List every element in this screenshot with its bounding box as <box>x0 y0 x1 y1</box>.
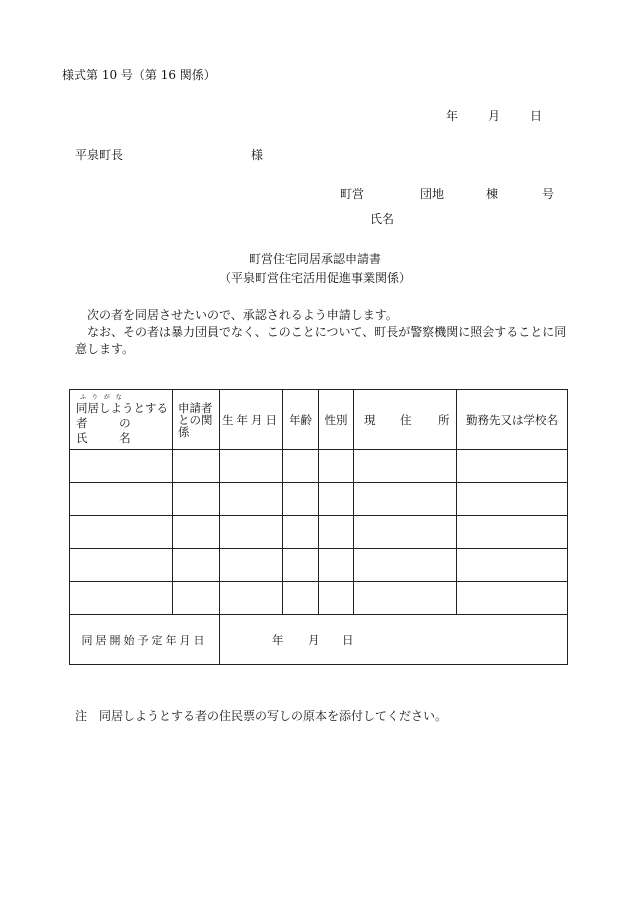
start-date-field[interactable] <box>220 615 568 665</box>
cell-sex[interactable] <box>319 549 354 582</box>
cell-sex[interactable] <box>319 483 354 516</box>
start-month-label: 月 <box>308 632 320 647</box>
cell-sex[interactable] <box>319 450 354 483</box>
cell-relation[interactable] <box>173 516 220 549</box>
form-number: 様式第 10 号（第 16 関係） <box>62 68 216 82</box>
header-relation <box>173 390 220 450</box>
cohabitant-table <box>69 389 568 665</box>
header-address-2: 住 <box>400 412 412 427</box>
applicant-address <box>340 185 554 202</box>
cell-birthdate[interactable] <box>220 582 283 615</box>
address-unit: 号 <box>542 187 555 201</box>
table-header-row <box>70 390 568 450</box>
addressee <box>75 146 264 163</box>
start-date-row <box>70 615 568 665</box>
cell-age[interactable] <box>283 450 319 483</box>
table-row <box>70 516 568 549</box>
table-row <box>70 450 568 483</box>
start-year-label: 年 <box>272 632 284 647</box>
cell-age[interactable] <box>283 516 319 549</box>
cell-relation[interactable] <box>173 549 220 582</box>
cell-address[interactable] <box>354 450 457 483</box>
start-day-label: 日 <box>342 632 354 647</box>
address-town-housing: 町営 <box>340 187 365 201</box>
header-name-line1: 同居しようとする <box>76 400 168 415</box>
applicant-name-label: 氏名 <box>370 212 395 226</box>
cell-name[interactable] <box>70 549 173 582</box>
header-relation-line1: 申請者 <box>178 400 213 415</box>
body-text <box>75 307 575 358</box>
header-cohabitant-name <box>70 390 173 450</box>
cell-address[interactable] <box>354 483 457 516</box>
date-month-label: 月 <box>488 109 501 123</box>
header-address-3: 所 <box>438 412 450 427</box>
note-text: 同居しようとする者の住民票の写しの原本を添付してください。 <box>99 709 448 723</box>
cell-birthdate[interactable] <box>220 516 283 549</box>
cell-age[interactable] <box>283 582 319 615</box>
cell-relation[interactable] <box>173 483 220 516</box>
start-date-label: 同居開始予定年月日 <box>70 615 220 665</box>
cell-sex[interactable] <box>319 582 354 615</box>
body-paragraph-1: 次の者を同居させたいので、承認されるよう申請します。 <box>87 308 398 322</box>
application-date <box>446 107 542 124</box>
table-row <box>70 582 568 615</box>
header-relation-line2: との関 <box>178 412 213 427</box>
table-row <box>70 483 568 516</box>
addressee-name: 平泉町長 <box>75 148 124 162</box>
cell-age[interactable] <box>283 483 319 516</box>
cell-relation[interactable] <box>173 450 220 483</box>
date-day-label: 日 <box>530 109 543 123</box>
cell-name[interactable] <box>70 483 173 516</box>
address-complex: 団地 <box>420 187 445 201</box>
cell-name[interactable] <box>70 450 173 483</box>
address-building: 棟 <box>486 187 499 201</box>
cell-workplace[interactable] <box>457 582 568 615</box>
note <box>75 707 447 724</box>
header-name-line2: 者 の 氏 名 <box>76 415 145 445</box>
cell-age[interactable] <box>283 549 319 582</box>
addressee-honorific: 様 <box>251 148 264 162</box>
cell-birthdate[interactable] <box>220 549 283 582</box>
body-paragraph-2: なお、その者は暴力団員でなく、このことについて、町長が警察機関に照会することに同意します。 <box>75 325 567 356</box>
header-birthdate: 生年月日 <box>220 390 283 450</box>
cell-workplace[interactable] <box>457 516 568 549</box>
note-label: 注 <box>75 709 88 723</box>
header-address-1: 現 <box>364 412 376 427</box>
cell-workplace[interactable] <box>457 483 568 516</box>
document-title <box>0 250 630 288</box>
date-year-label: 年 <box>446 109 459 123</box>
header-age: 年齢 <box>283 390 319 450</box>
cell-address[interactable] <box>354 582 457 615</box>
title-main: 町営住宅同居承認申請書 <box>248 252 381 266</box>
furigana-label: ふ り が な <box>80 393 122 401</box>
cell-birthdate[interactable] <box>220 483 283 516</box>
header-workplace-school: 勤務先又は学校名 <box>457 390 568 450</box>
cell-name[interactable] <box>70 516 173 549</box>
cell-workplace[interactable] <box>457 549 568 582</box>
cell-sex[interactable] <box>319 516 354 549</box>
cell-relation[interactable] <box>173 582 220 615</box>
cell-workplace[interactable] <box>457 450 568 483</box>
title-sub: （平泉町営住宅活用促進事業関係） <box>218 271 411 285</box>
cell-address[interactable] <box>354 516 457 549</box>
header-relation-line3: 係 <box>178 424 190 439</box>
cell-birthdate[interactable] <box>220 450 283 483</box>
header-sex: 性別 <box>319 390 354 450</box>
cell-address[interactable] <box>354 549 457 582</box>
table-row <box>70 549 568 582</box>
header-current-address <box>354 390 457 450</box>
cell-name[interactable] <box>70 582 173 615</box>
